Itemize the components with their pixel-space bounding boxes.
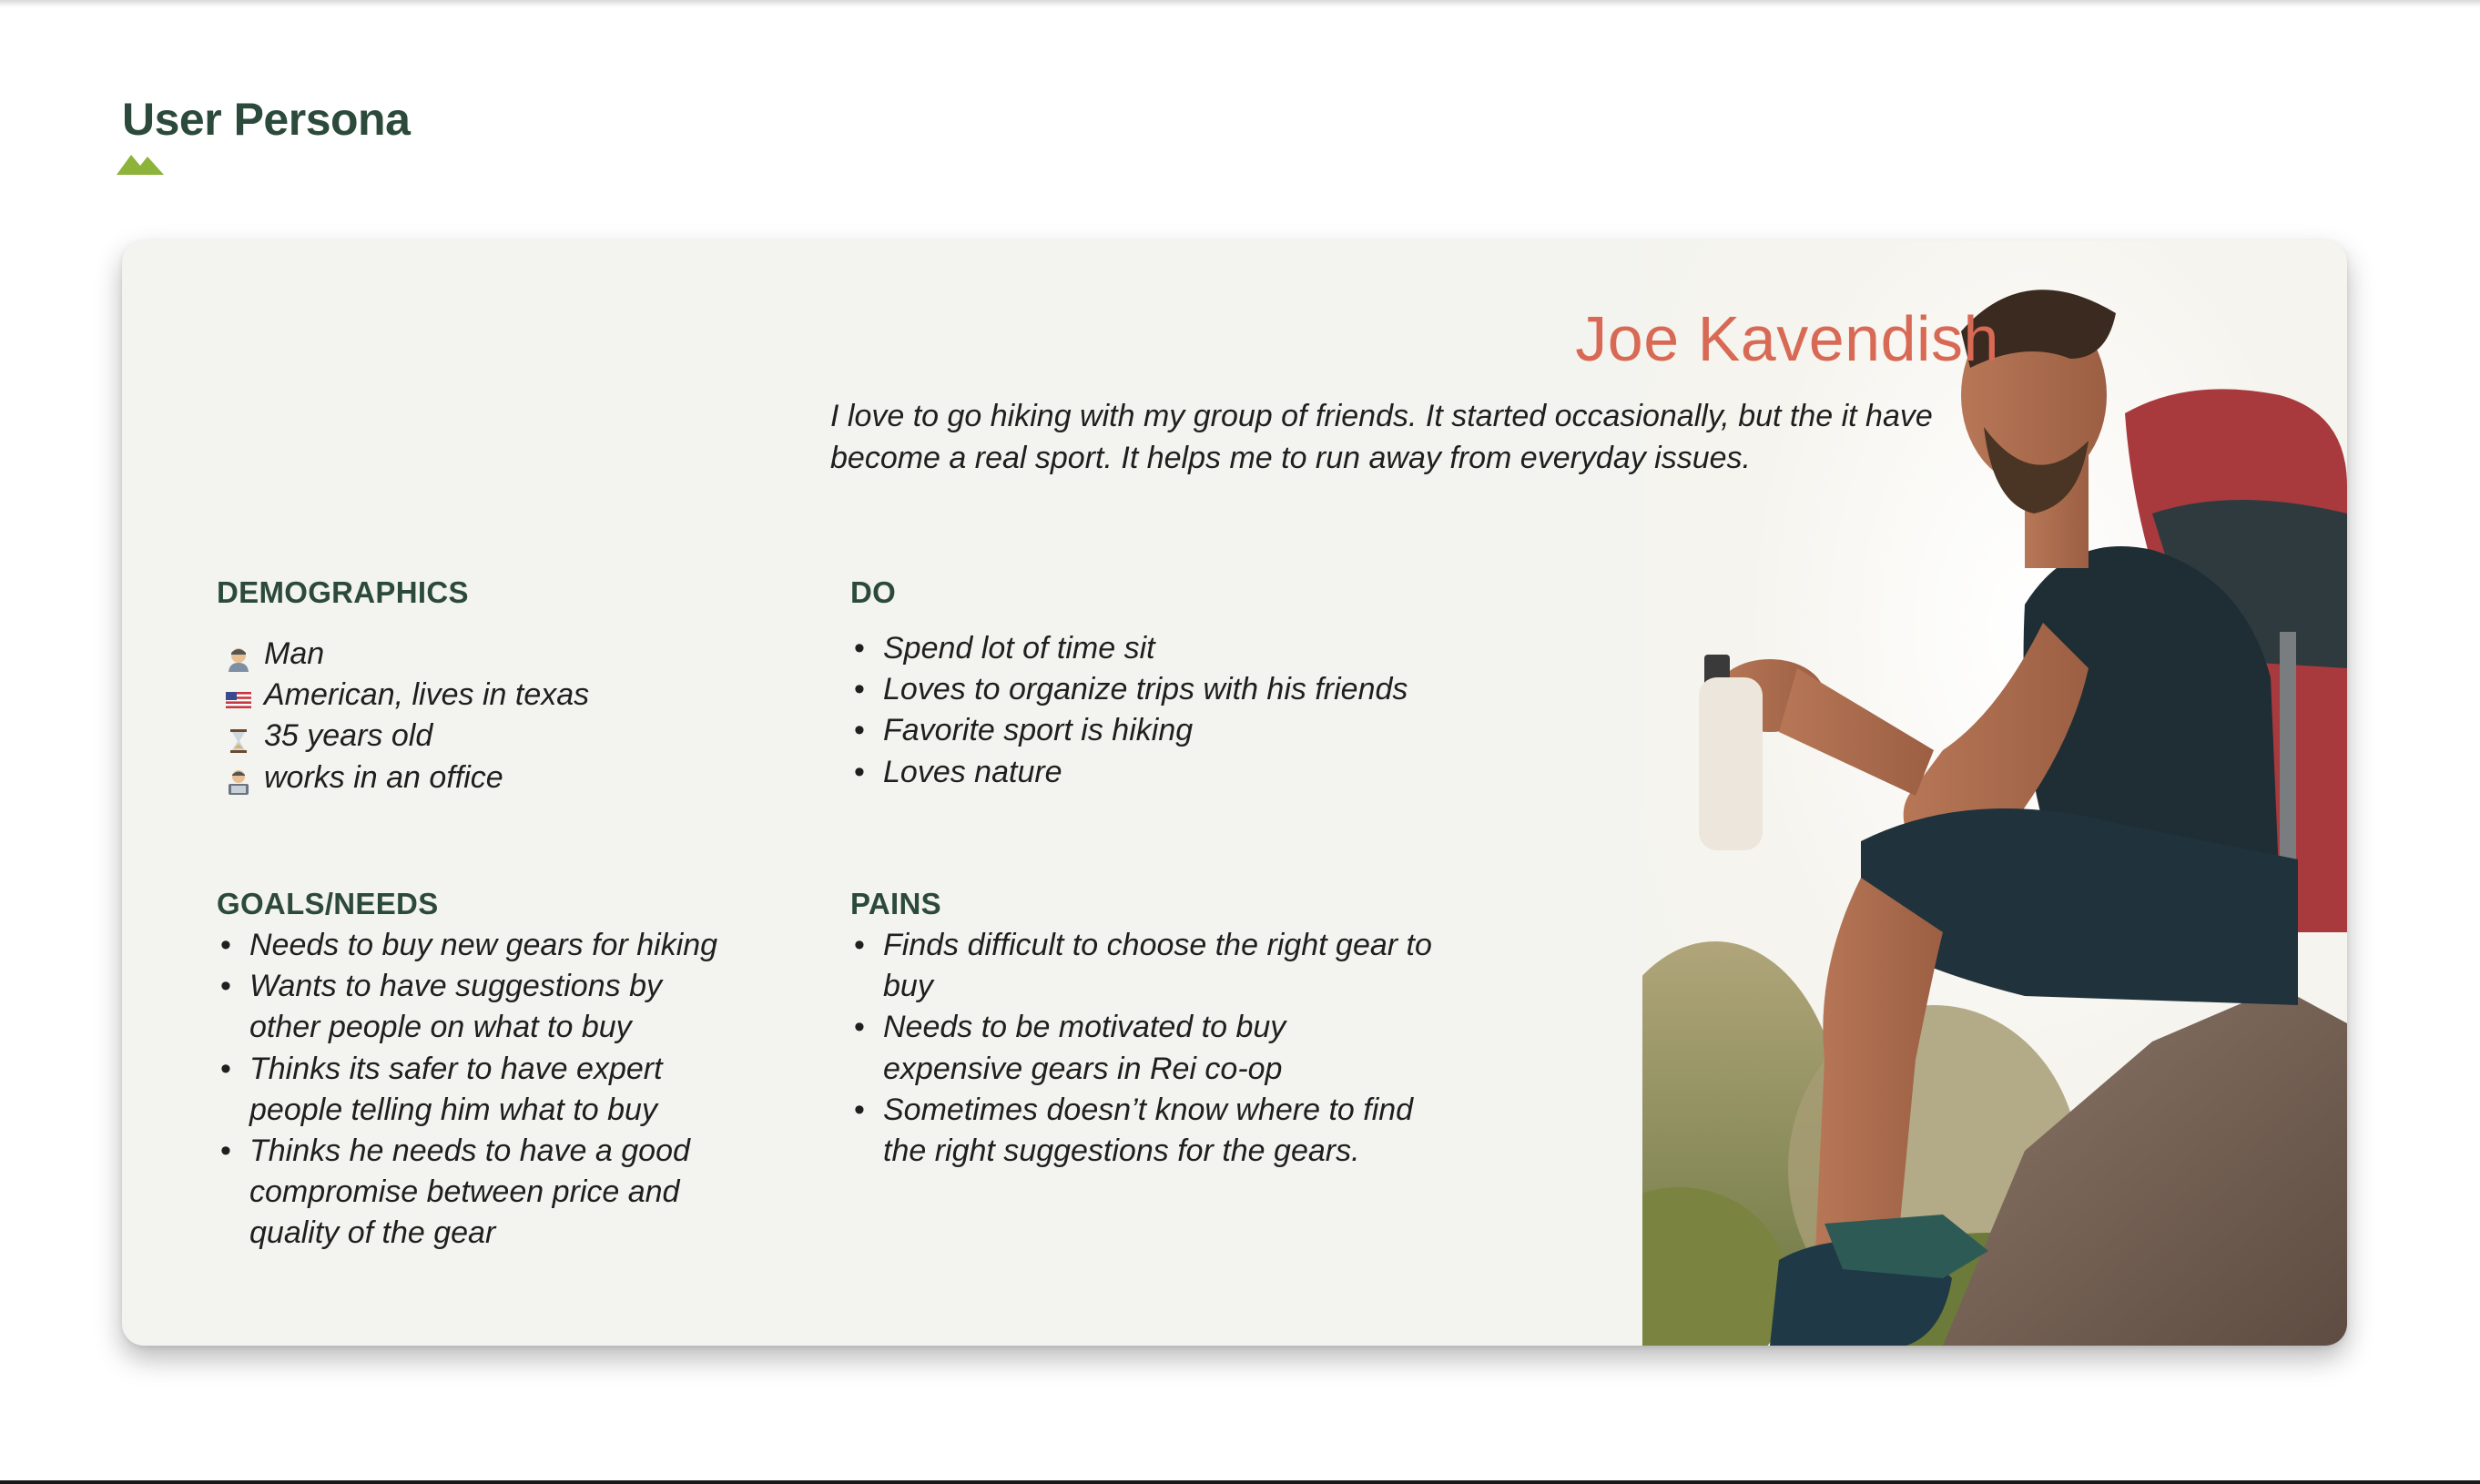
demographics-text: 35 years old <box>264 718 433 754</box>
do-item: • Favorite sport is hiking <box>850 710 1506 751</box>
pains-list <box>850 925 1433 1172</box>
pains-item: • Needs to be motivated to buy expensive gears in Rei co-op <box>850 1007 1433 1089</box>
demographics-list <box>217 634 781 798</box>
persona-quote: I love to go hiking with my group of friends. It started occasionally, but the it have become a real sport. It helps me to run away from everyday issues. <box>830 399 1933 475</box>
pains-item: • Finds difficult to choose the right gear to buy <box>850 925 1433 1007</box>
persona-card <box>122 240 2347 1346</box>
bottom-bar <box>0 1480 2480 1484</box>
do-item: • Spend lot of time sit <box>850 628 1506 669</box>
demographics-item <box>217 757 781 798</box>
demographics-item <box>217 634 781 675</box>
persona-name: Joe Kavendish <box>1575 303 1999 374</box>
top-shadow <box>0 0 2480 7</box>
pains-item: • Sometimes doesn’t know where to find the right suggestions for the gears. <box>850 1090 1433 1172</box>
do-heading: DO <box>850 575 897 609</box>
goals-heading: GOALS/NEEDS <box>217 887 439 920</box>
demographics-text: American, lives in texas <box>264 677 590 713</box>
hourglass-icon <box>226 724 251 749</box>
demographics-text: Man <box>264 636 325 671</box>
demographics-heading: DEMOGRAPHICS <box>217 575 469 609</box>
do-list <box>850 628 1506 793</box>
man-emoji-icon <box>226 642 251 667</box>
goals-item: • Thinks he needs to have a good compromise between price and quality of the gear <box>217 1131 727 1255</box>
demographics-text: works in an office <box>264 759 503 795</box>
do-item: • Loves nature <box>850 752 1506 793</box>
do-item: • Loves to organize trips with his friends <box>850 669 1506 710</box>
page-title: User Persona <box>122 94 411 145</box>
mountain-logo-icon <box>117 149 164 175</box>
demographics-item <box>217 716 781 757</box>
demographics-item <box>217 675 781 716</box>
pains-heading: PAINS <box>850 887 941 920</box>
us-flag-icon <box>226 683 251 708</box>
goals-item: • Needs to buy new gears for hiking <box>217 925 727 966</box>
goals-item: • Thinks its safer to have expert people telling him what to buy <box>217 1049 727 1131</box>
goals-list <box>217 925 727 1255</box>
goals-item: • Wants to have suggestions by other people on what to buy <box>217 966 727 1048</box>
office-worker-icon <box>226 765 251 790</box>
